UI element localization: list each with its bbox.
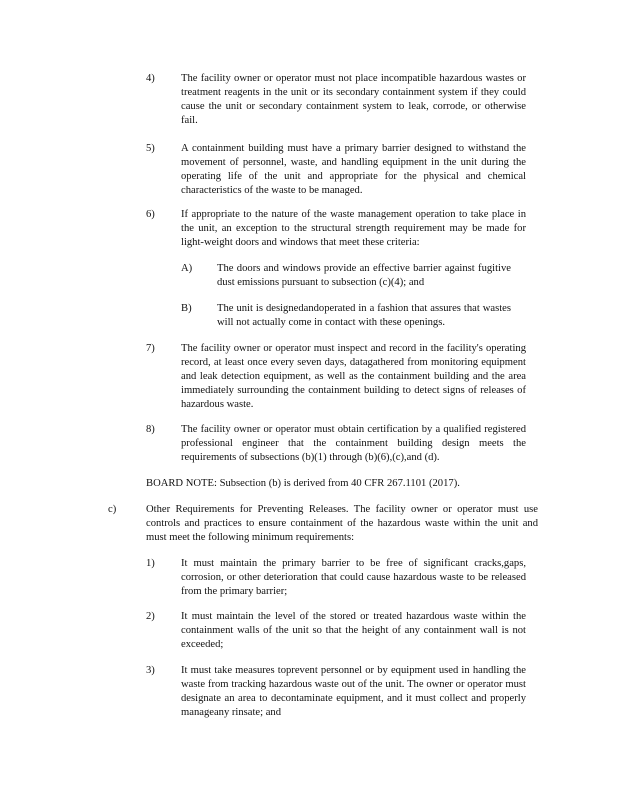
list-item-c2	[146, 610, 526, 652]
item-number: 1)	[146, 558, 155, 569]
item-text: The doors and windows provide an effective barrier against fugitive dust emissions pursuant to subsection (c)(4); and	[217, 263, 511, 288]
list-item-c1	[146, 557, 526, 599]
item-text: The facility owner or operator must inspect and record in the facility's operating record, at least once every seven days, datagathered from monitoring equipment and leak detection equipment, as well as the containment building and the area immediately surrounding the containment building to detect signs of releases of hazardous waste.	[181, 343, 526, 410]
item-number: A)	[181, 263, 193, 274]
board-note: BOARD NOTE: Subsection (b) is derived from 40 CFR 267.1101 (2017).	[146, 478, 460, 489]
item-number: 8)	[146, 424, 155, 435]
item-text: The facility owner or operator must obtain certification by a qualified registered professional engineer that the containment building design meets the requirements of subsections (b)(1) through (b)(6),(c),and (d).	[181, 424, 526, 463]
item-text: Other Requirements for Preventing Releases. The facility owner or operator must use controls and practices to ensure containment of the hazardous waste within the unit and must meet the following minimum requirements:	[146, 504, 538, 543]
item-number: c)	[108, 504, 117, 515]
list-item-4	[146, 72, 526, 128]
item-number: 5)	[146, 143, 155, 154]
item-number: B)	[181, 303, 192, 314]
list-item-6	[146, 208, 526, 250]
item-number: 3)	[146, 665, 155, 676]
item-number: 7)	[146, 343, 155, 354]
item-text: It must maintain the primary barrier to be free of significant cracks,gaps, corrosion, or other deterioration that could cause hazardous waste to be released from the primary barrier;	[181, 558, 526, 597]
item-text: A containment building must have a primary barrier designed to withstand the movement of personnel, waste, and handling equipment in the unit during the operating life of the unit and appropriate for the physical and chemical characteristics of the waste to be managed.	[181, 143, 526, 196]
item-text: It must take measures toprevent personnel or by equipment used in handling the waste from tracking hazardous waste out of the unit. The owner or operator must designate an area to decontaminate equipment, and it must collect and properly manageany rinsate; and	[181, 665, 526, 718]
list-item-6b	[181, 302, 511, 330]
list-item-6a	[181, 262, 511, 290]
item-number: 2)	[146, 611, 155, 622]
item-number: 6)	[146, 209, 155, 220]
item-text: If appropriate to the nature of the waste management operation to take place in the unit, an exception to the structural strength requirement may be made for light-weight doors and windows that meet these criteria:	[181, 209, 526, 248]
list-item-7	[146, 342, 526, 412]
item-text: The facility owner or operator must not place incompatible hazardous wastes or treatment reagents in the unit or its secondary containment system if they could cause the unit or secondary containment system to leak, corrode, or otherwise fail.	[181, 73, 526, 126]
item-text: It must maintain the level of the stored or treated hazardous waste within the containment walls of the unit so that the height of any containment wall is not exceeded;	[181, 611, 526, 650]
list-item-c3	[146, 664, 526, 720]
section-c	[108, 503, 538, 545]
list-item-5	[146, 142, 526, 198]
item-number: 4)	[146, 73, 155, 84]
item-text: The unit is designedandoperated in a fashion that assures that wastes will not actually come in contact with these openings.	[217, 303, 511, 328]
list-item-8	[146, 423, 526, 465]
